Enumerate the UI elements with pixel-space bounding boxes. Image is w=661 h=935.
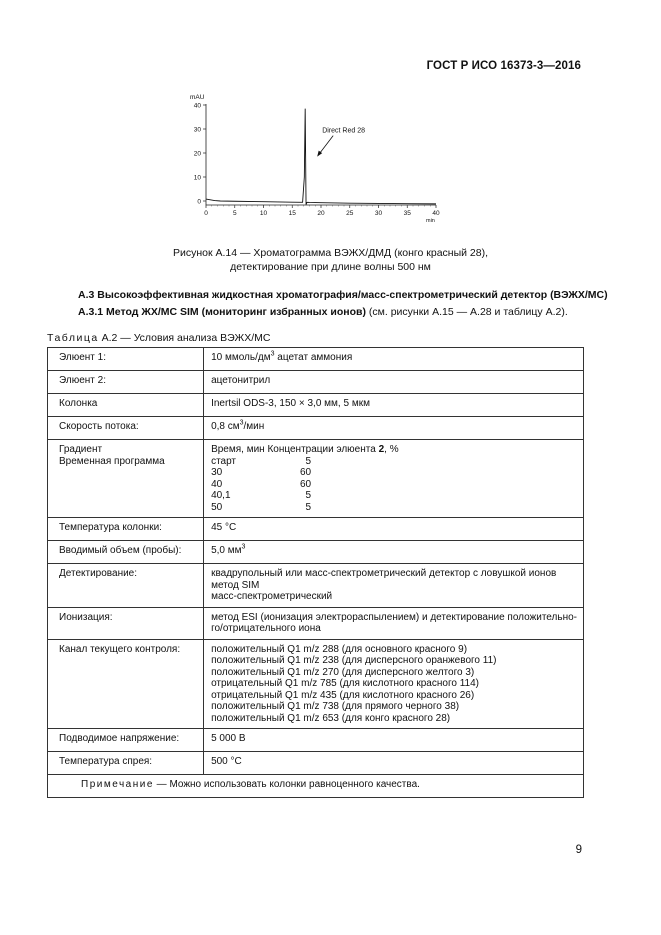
row-value	[204, 440, 584, 518]
table-row	[48, 639, 584, 729]
x-tick-label: 30	[374, 210, 383, 217]
figure-caption	[0, 246, 661, 274]
row-key: Элюент 2:	[48, 371, 204, 394]
row-value: 10 ммоль/$дм^3$ ацетат аммония	[204, 348, 584, 371]
table-row	[48, 541, 584, 564]
table-row	[48, 371, 584, 394]
table-caption-title: А.2 — Условия анализа ВЭЖХ/МС	[101, 332, 271, 344]
row-value: метод ESI (ионизация электрораспылением) и детектирование положительно- го/отрицательного иона	[204, 607, 584, 639]
gradient-header: Время, мин Концентрации элюента 2, %	[211, 444, 399, 455]
row-key: Детектирование:	[48, 564, 204, 608]
section-a3-title: Высокоэффективная жидкостная хроматография/масс-спектрометрический детектор (ВЭЖХ/МС)	[97, 289, 608, 301]
row-value: Inertsil ODS-3, 150 × 3,0 мм, 5 мкм	[204, 394, 584, 417]
figure-caption-line-1: Рисунок А.14 — Хроматограмма ВЭЖХ/ДМД (конго красный 28),	[172, 247, 489, 259]
row-key: Ионизация:	[48, 607, 204, 639]
row-key: Канал текущего контроля:	[48, 639, 204, 729]
row-value: ацетонитрил	[204, 371, 584, 394]
row-value: 5 000 В	[204, 729, 584, 752]
y-tick-label: 30	[193, 126, 201, 134]
chromatogram-chart	[186, 90, 456, 232]
row-key: Вводимый объем (пробы):	[48, 541, 204, 564]
table-row	[48, 394, 584, 417]
table-row	[48, 729, 584, 752]
section-a31-heading	[78, 305, 568, 319]
row-key: Градиент Временная программа	[48, 440, 204, 518]
table-row	[48, 752, 584, 775]
x-tick-label: 40	[432, 210, 440, 217]
gradient-step: 30 60	[211, 467, 312, 478]
document-id-header: ГОСТ Р ИСО 16373-3—2016	[426, 60, 581, 72]
peak-annotation-label: Direct Red 28	[322, 127, 365, 135]
row-key: Скорость потока:	[48, 417, 204, 440]
y-tick-label: 10	[193, 174, 201, 182]
table-row	[48, 417, 584, 440]
page-number: 9	[575, 844, 582, 856]
row-value: 500 °C	[204, 752, 584, 775]
section-a3-heading	[78, 288, 608, 302]
section-a3-number: А.3	[78, 289, 95, 301]
table-row	[48, 440, 584, 518]
gradient-step: 50 5	[211, 501, 312, 513]
conditions-table	[47, 347, 584, 798]
x-tick-label: 25	[346, 210, 354, 217]
table-caption	[47, 332, 270, 344]
row-key: Элюент 1:	[48, 348, 204, 371]
row-key: Температура спрея:	[48, 752, 204, 775]
section-a31-number: А.3.1	[78, 306, 104, 318]
x-axis-label: min	[426, 218, 435, 224]
table-row	[48, 518, 584, 541]
table-note-row	[48, 775, 584, 798]
section-a31-reference: (см. рисунки А.15 — А.28 и таблицу А.2).	[368, 306, 568, 318]
table-row	[48, 607, 584, 639]
x-tick-label: 0	[204, 210, 208, 217]
row-value: 5,0 $мм^3$	[204, 541, 584, 564]
row-value: квадрупольный или масс-спектрометрический детектор с ловушкой ионов метод SIM масс-спектрометрический	[204, 564, 584, 608]
row-key: Колонка	[48, 394, 204, 417]
row-key: Температура колонки:	[48, 518, 204, 541]
table-note: Примечание — Можно использовать колонки равноценного качества.	[48, 775, 584, 798]
y-tick-label: 20	[193, 150, 201, 158]
x-tick-label: 20	[317, 210, 325, 217]
annotation-arrow-line	[320, 136, 333, 153]
x-tick-label: 5	[232, 210, 237, 217]
y-tick-label: 40	[193, 102, 201, 110]
x-tick-label: 35	[403, 210, 411, 217]
gradient-step: 40 60	[211, 478, 312, 490]
row-value: 0,8 $см^3$/мин	[204, 417, 584, 440]
y-axis-label: mAU	[190, 94, 205, 101]
section-a31-title: Метод ЖХ/МС SIM (мониторинг избранных ионов)	[106, 306, 366, 318]
table-caption-prefix: Таблица	[47, 332, 99, 344]
gradient-step: старт 5	[211, 455, 312, 467]
row-value: 45 °C	[204, 518, 584, 541]
gradient-step: 40,1 5	[211, 490, 312, 501]
x-tick-label: 10	[259, 210, 268, 217]
row-value: положительный Q1 m/z 288 (для основного красного 9) положительный Q1 m/z 238 (для дисперсного оранжевого 11) положительный Q1 m/z 270 (для дисперсного желтого 3) отрицательный Q1 m/z 785 (для кислотного красного 114) отрицательный Q1 m/z 435 (для кислотного красного 26) положительный Q1 m/z 738 (для прямого черного 38) положительный Q1 m/z 653 (для конго красного 28)	[204, 639, 584, 729]
figure-caption-line-2: детектирование при длине волны 500 нм	[230, 261, 431, 273]
table-row	[48, 564, 584, 608]
chromatogram-trace	[206, 109, 436, 205]
table-row	[48, 348, 584, 371]
x-tick-label: 15	[288, 210, 296, 217]
y-tick-label: 0	[197, 198, 201, 206]
row-key: Подводимое напряжение:	[48, 729, 204, 752]
